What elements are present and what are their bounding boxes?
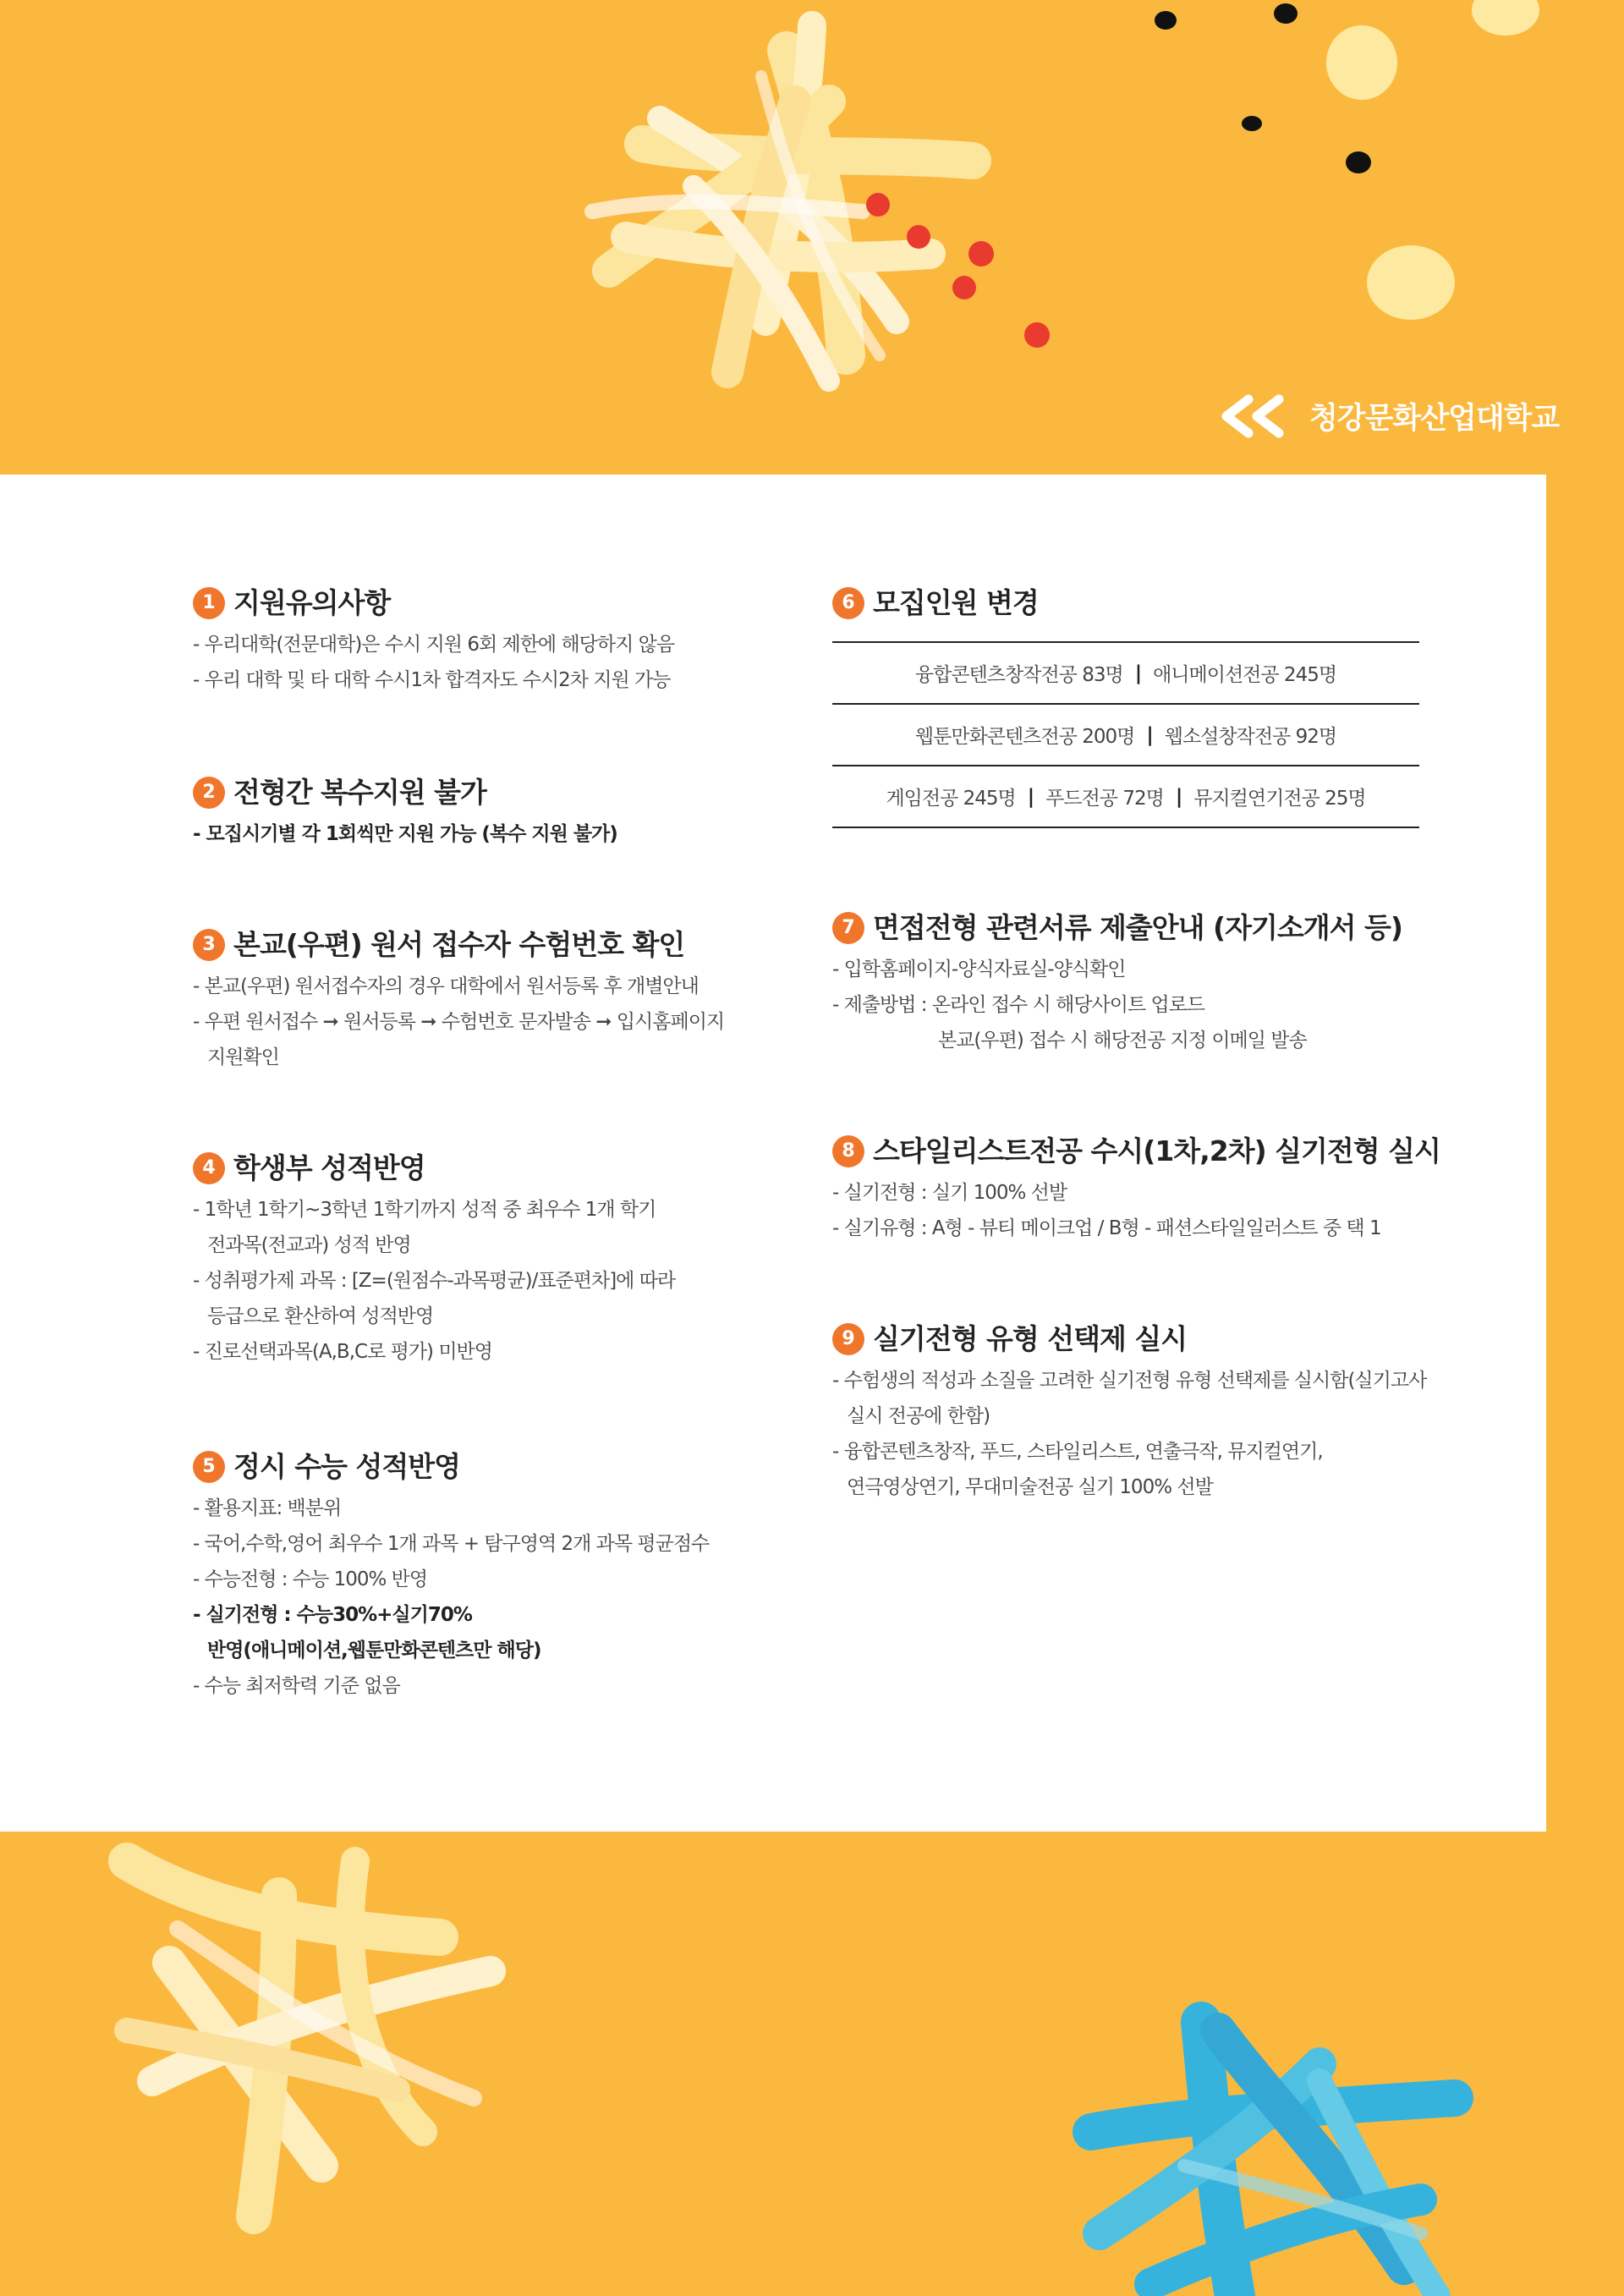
- table-separator: |: [1175, 785, 1182, 808]
- list-item: - 성취평가제 과목 : [Z=(원점수-과목평균)/표준편차]에 따라: [193, 1270, 676, 1292]
- list-item: - 우리 대학 및 타 대학 수시1차 합격자도 수시2차 지원 가능: [193, 669, 671, 691]
- table-separator: |: [1027, 785, 1034, 808]
- section-number-badge: 3: [193, 929, 225, 961]
- list-item: - 실기유형 : A형 - 뷰티 메이크업 / B형 - 패션스타일일러스트 중 택 1: [832, 1217, 1381, 1239]
- list-item: - 수험생의 적성과 소질을 고려한 실기전형 유형 선택제를 실시함(실기고사: [832, 1370, 1427, 1392]
- list-item: - 우리대학(전문대학)은 수시 지원 6회 제한에 해당하지 않음: [193, 634, 675, 656]
- list-item-continued: 연극영상연기, 무대미술전공 실기 100% 선발: [847, 1476, 1213, 1498]
- list-item-continued: 본교(우편) 접수 시 해당전공 지정 이메일 발송: [938, 1030, 1307, 1052]
- list-item: - 실기전형 : 실기 100% 선발: [832, 1182, 1067, 1204]
- list-item: - 1학년 1학기~3학년 1학기까지 성적 중 최우수 1개 학기: [193, 1199, 656, 1221]
- list-item: - 국어,수학,영어 최우수 1개 과목 + 탐구영역 2개 과목 평균점수: [193, 1533, 710, 1555]
- list-item: - 입학홈페이지-양식자료실-양식확인: [832, 958, 1126, 980]
- section-4: [193, 1150, 675, 1370]
- section-title-text: 본교(우편) 원서 접수자 수험번호 확인: [233, 928, 685, 961]
- table-cell: 융합콘텐츠창작전공 83명: [914, 664, 1123, 686]
- list-item-continued: 지원확인: [207, 1046, 279, 1068]
- list-item-continued: 실시 전공에 한함): [847, 1405, 990, 1427]
- table-row: [832, 705, 1419, 766]
- section-number-badge: 8: [832, 1135, 864, 1167]
- section-number-badge: 7: [832, 912, 864, 944]
- section-title: [193, 585, 674, 622]
- bottom-right-star-illustration: [1091, 2022, 1455, 2296]
- section-2: [193, 774, 617, 852]
- section-title: [832, 585, 1424, 622]
- section-7: [832, 909, 1402, 1058]
- section-3: [193, 926, 724, 1075]
- section-number-badge: 1: [193, 587, 225, 619]
- enrollment-table: [832, 641, 1419, 828]
- table-cell: 애니메이션전공 245명: [1153, 664, 1337, 686]
- yellow-blob: [1472, 0, 1539, 36]
- section-number-badge: 4: [193, 1152, 225, 1184]
- bottom-left-star-illustration: [127, 1861, 491, 2216]
- list-item: - 활용지표: 백분위: [193, 1497, 342, 1519]
- table-row: [832, 643, 1419, 705]
- table-separator: |: [1134, 662, 1142, 684]
- list-item: - 본교(우편) 원서접수자의 경우 대학에서 원서등록 후 개별안내: [193, 975, 699, 997]
- list-item: - 수능 최저학력 기준 없음: [193, 1675, 400, 1697]
- section-9: [832, 1321, 1426, 1505]
- list-item-continued: 등급으로 환산하여 성적반영: [207, 1305, 434, 1327]
- section-title: [832, 1133, 1440, 1170]
- section-title-text: 실기전형 유형 선택제 실시: [873, 1322, 1188, 1355]
- table-cell: 푸드전공 72명: [1045, 788, 1164, 810]
- list-item: - 모집시기별 각 1회씩만 지원 가능 (복수 지원 불가): [193, 823, 617, 845]
- list-item: - 수능전형 : 수능 100% 반영: [193, 1568, 428, 1590]
- section-number-badge: 9: [832, 1323, 864, 1355]
- section-1: [193, 585, 674, 698]
- section-8: [832, 1133, 1440, 1246]
- content-panel: [0, 475, 1546, 1832]
- ck-logo-icon: [1215, 394, 1291, 438]
- logo-text: 청강문화산업대학교: [1309, 402, 1560, 436]
- section-title-text: 정시 수능 성적반영: [233, 1450, 461, 1483]
- table-cell: 게임전공 245명: [886, 788, 1016, 810]
- section-title-text: 전형간 복수지원 불가: [233, 776, 486, 809]
- section-title: [832, 909, 1402, 947]
- section-title: [193, 1448, 709, 1486]
- list-item: - 융합콘텐츠창작, 푸드, 스타일리스트, 연출극작, 뮤지컬연기,: [832, 1441, 1323, 1463]
- table-separator: |: [1146, 723, 1153, 746]
- table-row: [832, 766, 1419, 828]
- section-5: [193, 1448, 709, 1704]
- section-title: [193, 774, 617, 811]
- section-title: [193, 1150, 675, 1187]
- table-cell: 뮤지컬연기전공 25명: [1193, 788, 1366, 810]
- section-title-text: 면접전형 관련서류 제출안내 (자기소개서 등): [873, 911, 1402, 944]
- table-cell: 웹소설창작전공 92명: [1164, 726, 1337, 748]
- list-item: - 우편 원서접수 ➞ 원서등록 ➞ 수험번호 문자발송 ➞ 입시홈페이지: [193, 1011, 725, 1033]
- top-star-illustration: [592, 25, 1050, 381]
- section-title-text: 지원유의사항: [233, 586, 391, 619]
- section-title-text: 학생부 성적반영: [233, 1151, 425, 1184]
- section-title-text: 모집인원 변경: [873, 586, 1039, 619]
- section-title: [193, 926, 724, 964]
- section-title: [832, 1321, 1426, 1358]
- list-item-continued: 전과목(전교과) 성적 반영: [207, 1234, 411, 1256]
- list-item: - 진로선택과목(A,B,C로 평가) 미반영: [193, 1341, 492, 1363]
- section-number-badge: 5: [193, 1451, 225, 1483]
- yellow-blob: [1326, 25, 1397, 100]
- university-logo: [1215, 394, 1559, 438]
- list-item: - 제출방법 : 온라인 접수 시 해당사이트 업로드: [832, 994, 1205, 1016]
- table-cell: 웹툰만화콘텐츠전공 200명: [914, 726, 1135, 748]
- section-number-badge: 6: [832, 587, 864, 619]
- section-title-text: 스타일리스트전공 수시(1차,2차) 실기전형 실시: [873, 1134, 1440, 1167]
- list-item-continued: 반영(애니메이션,웹툰만화콘텐츠만 해당): [207, 1640, 541, 1662]
- yellow-blob: [1367, 245, 1455, 320]
- list-item: - 실기전형 : 수능30%+실기70%: [193, 1604, 472, 1626]
- section-number-badge: 2: [193, 777, 225, 809]
